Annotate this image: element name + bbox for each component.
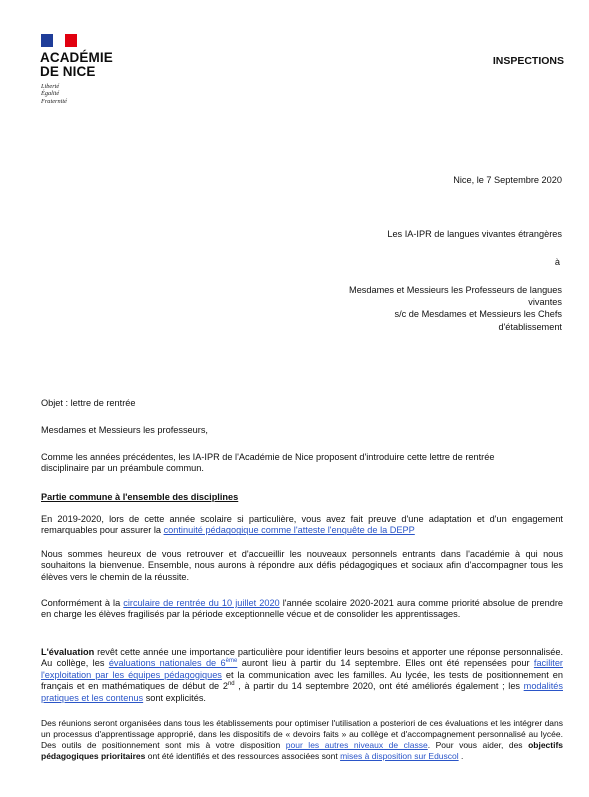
national-evaluations-link[interactable]: [109, 658, 238, 668]
paragraph-circular: [41, 598, 563, 621]
motto-line2: Égalité: [41, 90, 60, 98]
other-levels-link[interactable]: pour les autres niveaux de classe: [285, 740, 428, 750]
p5-t4: .: [458, 751, 464, 761]
p5-t1: Des réunions seront organisées dans tous les établissements pour optimiser l'utilisation a posteriori de ces évaluations et les intégrer dans un processus d'apprentissage approprié, dans les dispositifs de « devoirs faits » au collège et d'accompagnement personnalisé au lycée. Des outils de positionnement sont mis à votre disposition: [41, 718, 563, 750]
p3-after: l'année scolaire 2020-2021 aura comme priorité absolue de prendre en charge les élèves fragilisés par la période exceptionnelle vécue et de consolider les apprentissages.: [41, 598, 564, 620]
inspections-heading: INSPECTIONS: [492, 55, 564, 67]
p4-t3: et la communication avec les familles. Au lycée, les tests de positionnement en français et en mathématiques de début de 2: [41, 669, 563, 692]
flag-blue-stripe: [41, 34, 53, 47]
recipient-line3: s/c de Mesdames et Messieurs les Chefs: [394, 309, 562, 320]
p4-t4: , à partir du 14 septembre 2020, ont été améliorés également ; les: [234, 681, 524, 692]
marianne-flag-logo: [41, 34, 77, 47]
motto-line3: Fraternité: [41, 97, 67, 105]
recipient-line4: d'établissement: [498, 321, 562, 332]
p1-text: En 2019-2020, lors de cette année scolaire si particulière, vous avez fait preuve d'une adaptation et d'un engagement remarquables pour assurer la: [41, 514, 563, 536]
national-evaluations-link-text: évaluations nationales de 6: [108, 658, 226, 669]
eduscol-link[interactable]: mises à disposition sur Eduscol: [340, 751, 459, 761]
exploitation-link[interactable]: faciliter l'exploitation par les équipes pédagogiques: [41, 658, 563, 680]
object-value: lettre de rentrée: [70, 398, 136, 408]
flag-white-stripe: [53, 34, 65, 47]
flag-red-stripe: [65, 34, 77, 47]
depp-survey-link[interactable]: continuité pédagogique comme l'atteste l'enquête de la DEPP: [163, 525, 415, 536]
p4-bold: L'évaluation: [41, 647, 95, 657]
paragraph-meetings: [41, 718, 563, 762]
p4-t2: auront lieu à partir du 14 septembre. Elles ont été repensées pour: [237, 658, 534, 669]
letter-sender: Les IA-IPR de langues vivantes étrangères: [387, 229, 562, 239]
p4-sup: nd: [227, 681, 235, 688]
logo-title-line2: DE NICE: [40, 64, 96, 79]
academy-logo-title: [40, 51, 113, 79]
p4-t5: sont explicités.: [143, 692, 206, 703]
recipient-line1: Mesdames et Messieurs les Professeurs de langues: [349, 285, 562, 295]
paragraph-welcome: Nous sommes heureux de vous retrouver et d'accueillir les nouveaux personnels entrants dans l'académie à qui nous souhaitons la bienvenue. Ensemble, nous aurons à répondre aux défis pédagogiques et sociaux afin d'accompagner tous les élèves vers le chemin de la réussite.: [41, 549, 563, 582]
paragraph-evaluation: [41, 647, 563, 704]
p3-before: Conformément à la: [41, 598, 124, 608]
paragraph-adaptation: [41, 514, 563, 537]
letter-date: Nice, le 7 Septembre 2020: [453, 175, 562, 185]
national-evaluations-link-sup: ème: [225, 658, 238, 665]
p4-t1: revêt cette année une importance particulière pour identifier leurs besoins et apporter une réponse personnalisée. Au collège, les: [41, 647, 563, 669]
modalities-link[interactable]: modalités pratiques et les contenus: [41, 681, 563, 703]
intro-line2: disciplinaire par un préambule commun.: [41, 463, 204, 474]
object-label: Objet :: [41, 398, 71, 408]
to-word: à: [554, 257, 560, 267]
intro-line1: Comme les années précédentes, les IA-IPR de l'Académie de Nice proposent d'introduire cette lettre de rentrée: [41, 452, 495, 462]
circular-link[interactable]: circulaire de rentrée du 10 juillet 2020: [123, 598, 280, 608]
motto-line1: Liberté: [41, 83, 60, 90]
section-heading: Partie commune à l'ensemble des disciplines: [41, 492, 239, 502]
letter-object: [41, 398, 563, 409]
republic-motto: [41, 83, 67, 105]
p5-t2: . Pour vous aider, des: [427, 740, 529, 750]
p5-t3: ont été identifiés et des ressources associées sont: [145, 751, 341, 761]
recipient-line2: vivantes: [528, 297, 562, 308]
intro-paragraph: [41, 452, 563, 475]
letter-recipient: [349, 284, 562, 333]
p5-bold: objectifs pédagogiques prioritaires: [41, 740, 564, 761]
salutation: Mesdames et Messieurs les professeurs,: [41, 425, 208, 435]
logo-title-line1: ACADÉMIE: [40, 50, 113, 65]
